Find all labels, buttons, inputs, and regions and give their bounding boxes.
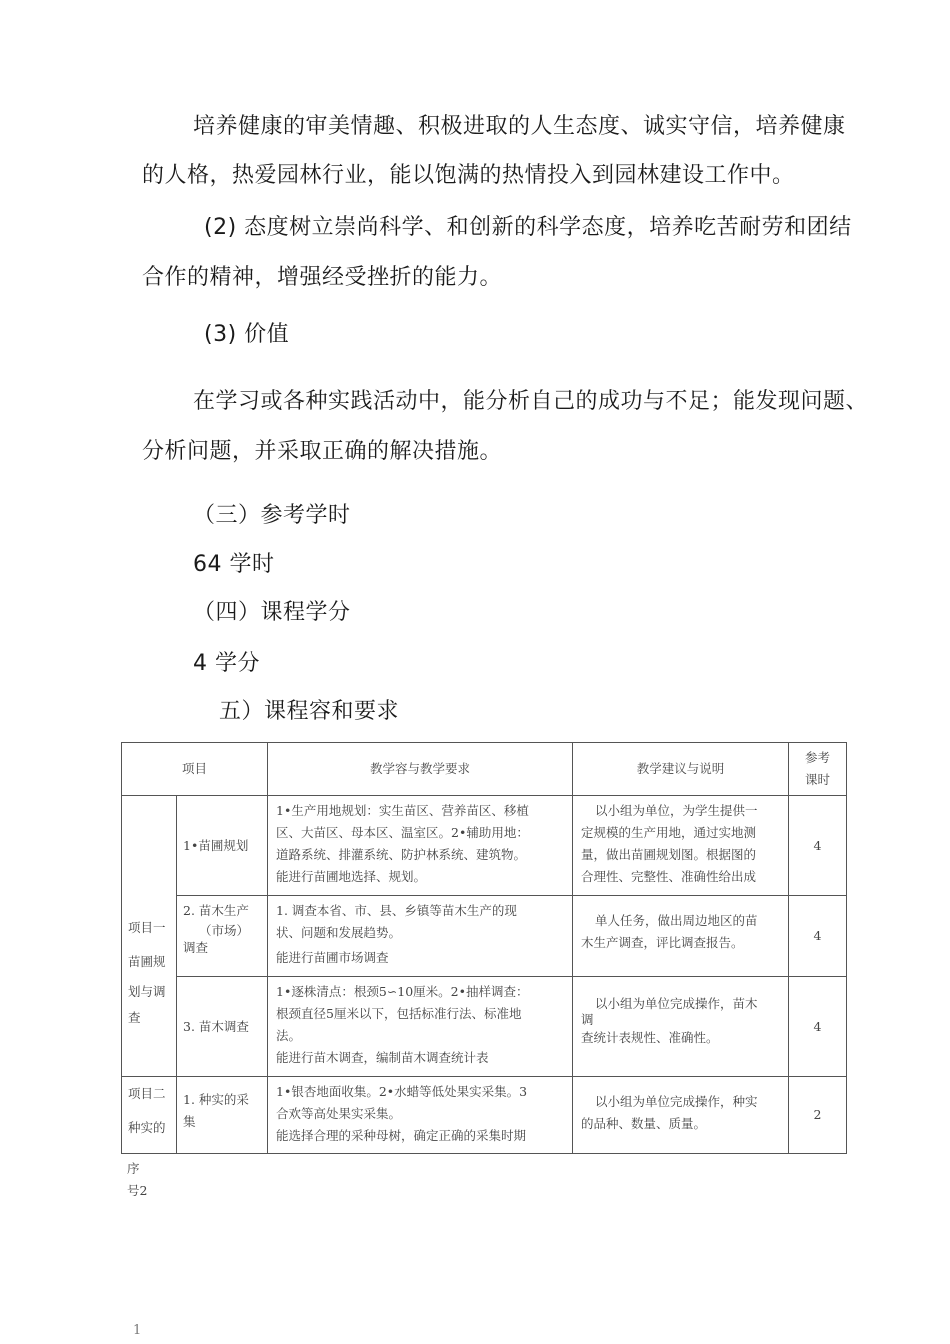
- advice-line: 查统计表规性、准确性。: [581, 1030, 719, 1045]
- advice-line: 以小组为单位，为学生提供一: [595, 803, 758, 818]
- content-line: 根颈直径5厘米以下，包括标准行法、标准地: [276, 1006, 522, 1021]
- content-line: 1•银杏地面收集。2•水蜡等低处果实采集。3: [276, 1084, 528, 1099]
- section-heading: （三）参考学时: [193, 503, 351, 528]
- header-content: 教学容与教学要求: [268, 743, 573, 796]
- content-line: 1•生产用地规划：实生苗区、营养苗区、移植: [276, 803, 529, 818]
- project-name-line: 种实的: [128, 1120, 166, 1135]
- advice-line: 量，做出苗圃规划图。根据图的: [581, 847, 757, 862]
- task-cell: 1•苗圃规划: [177, 796, 268, 896]
- advice-line: 的品种、数量、质量。: [581, 1116, 707, 1131]
- content-line: 1•逐株清点：根颈5∽10厘米。2•抽样调查：: [276, 984, 529, 999]
- paragraph-line: 合作的精神，增强经受挫折的能力。: [142, 265, 503, 290]
- hours-cell: 4: [789, 977, 847, 1077]
- project-name-line: 划与调: [128, 984, 166, 999]
- hours-cell: 4: [789, 896, 847, 977]
- page-number: 1: [133, 1323, 142, 1338]
- table-row: [122, 896, 847, 977]
- section-heading: 五）课程容和要求: [219, 699, 400, 724]
- table-row: [122, 796, 847, 896]
- advice-cell: [573, 1077, 789, 1154]
- advice-cell: [573, 896, 789, 977]
- content-cell: [268, 896, 573, 977]
- course-content-table: [121, 742, 847, 1154]
- content-line: 1. 调查本省、市、县、乡镇等苗木生产的现: [276, 903, 517, 918]
- paragraph-line: (3) 价值: [204, 322, 290, 347]
- advice-line: 以小组为单位完成操作，种实: [595, 1094, 758, 1109]
- task-line: 调查: [183, 940, 209, 955]
- content-cell: [268, 977, 573, 1077]
- paragraph-line: 在学习或各种实践活动中，能分析自己的成功与不足；能发现问题、: [193, 389, 869, 414]
- header-project: 项目: [122, 743, 268, 796]
- advice-line: 调: [581, 1012, 594, 1027]
- task-line: 集: [183, 1114, 196, 1129]
- content-line: 能进行苗木调查，编制苗木调查统计表: [276, 1050, 489, 1065]
- content-line: 道路系统、排灌系统、防护林系统、建筑物。: [276, 847, 527, 862]
- task-line: 2. 苗木生产: [183, 903, 249, 918]
- task-cell: [177, 1077, 268, 1154]
- advice-line: 以小组为单位完成操作，苗木: [595, 996, 758, 1011]
- advice-cell: [573, 796, 789, 896]
- content-line: 能进行苗圃地选择、规划。: [276, 869, 427, 884]
- content-line: 区、大苗区、母本区、温室区。2•辅助用地：: [276, 825, 529, 840]
- task-cell: 3. 苗木调查: [177, 977, 268, 1077]
- table-header-row: [122, 743, 847, 796]
- section-heading: （四）课程学分: [193, 600, 351, 625]
- task-line: 1. 种实的采: [183, 1092, 249, 1107]
- table-row: [122, 1077, 847, 1154]
- hours-cell: 2: [789, 1077, 847, 1154]
- project-name-cell: [122, 796, 177, 1077]
- hours-text: 64 学时: [193, 552, 275, 577]
- paragraph-line: 培养健康的审美情趣、积极进取的人生态度、诚实守信，培养健康: [193, 114, 846, 139]
- advice-line: 合理性、完整性、准确性给出成: [581, 869, 757, 884]
- content-cell: [268, 1077, 573, 1154]
- content-line: 状、问题和发展趋势。: [276, 925, 402, 940]
- content-line: 法。: [276, 1028, 302, 1043]
- advice-line: 单人任务，做出周边地区的苗: [595, 913, 758, 928]
- content-line: 能选择合理的采种母树，确定正确的采集时期: [276, 1128, 527, 1143]
- header-hours-line: 参考: [805, 750, 831, 765]
- paragraph-line: 分析问题，并采取正确的解决措施。: [142, 439, 503, 464]
- header-hours: [789, 743, 847, 796]
- advice-cell: [573, 977, 789, 1077]
- advice-line: 木生产调查，评比调查报告。: [581, 935, 744, 950]
- credits-text: 4 学分: [193, 651, 260, 676]
- header-hours-line: 课时: [805, 772, 831, 787]
- paragraph-line: 的人格，热爱园林行业，能以饱满的热情投入到园林建设工作中。: [142, 163, 795, 188]
- task-cell: [177, 896, 268, 977]
- advice-line: 定规模的生产用地，通过实地测: [581, 825, 757, 840]
- paragraph-line: (2) 态度树立崇尚科学、和创新的科学态度，培养吃苦耐劳和团结: [204, 215, 852, 240]
- header-advice: 教学建议与说明: [573, 743, 789, 796]
- table-overflow-text: 号2: [127, 1183, 148, 1198]
- project-name-line: 项目二: [128, 1086, 166, 1101]
- table-overflow-text: 序: [127, 1161, 140, 1176]
- content-cell: [268, 796, 573, 896]
- project-name-line: 查: [128, 1010, 141, 1025]
- content-line: 合欢等高处果实采集。: [276, 1106, 402, 1121]
- hours-cell: 4: [789, 796, 847, 896]
- table-row: [122, 977, 847, 1077]
- project-name-cell: [122, 1077, 177, 1154]
- project-name-line: 苗圃规: [128, 954, 166, 969]
- task-line: （市场）: [199, 923, 250, 938]
- project-name-line: 项目一: [128, 920, 166, 935]
- content-line: 能进行苗圃市场调查: [276, 950, 389, 965]
